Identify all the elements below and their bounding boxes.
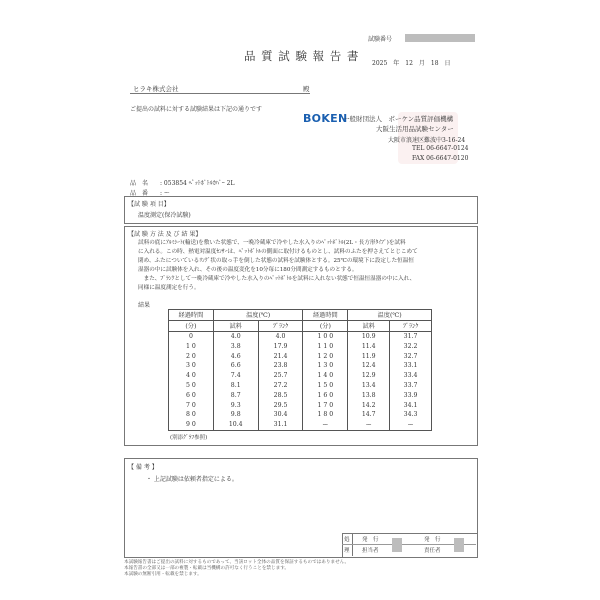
time-cell: 7 0 bbox=[169, 400, 214, 410]
table-row bbox=[169, 331, 432, 341]
time-cell: 8 0 bbox=[169, 410, 214, 420]
table-row bbox=[169, 351, 432, 361]
sample-cell: 8.1 bbox=[213, 381, 258, 391]
time-cell: 6 0 bbox=[169, 390, 214, 400]
product-label: 品 名 bbox=[130, 180, 149, 187]
responsible-label: 責任者 bbox=[424, 548, 441, 554]
results-heading: 結果 bbox=[138, 302, 151, 309]
time-cell: 1 4 0 bbox=[303, 371, 348, 381]
table-row bbox=[169, 371, 432, 381]
blank-cell: 30.4 bbox=[258, 410, 303, 420]
method-line: 同様に温度測定を行う。 bbox=[138, 285, 200, 291]
issuer-center: 大阪生活用品試験センター bbox=[376, 125, 454, 133]
footer-note: 本試験の無断引用・転載を禁じます。 bbox=[124, 572, 202, 577]
time-cell: 1 3 0 bbox=[303, 361, 348, 371]
test-item-value: 温度測定(保冷試験) bbox=[138, 212, 191, 219]
results-body bbox=[169, 331, 432, 430]
sample-cell: 10.9 bbox=[348, 331, 390, 341]
results-note: (別添ｸﾞﾗﾌ参照) bbox=[170, 435, 208, 441]
sample-cell: 13.4 bbox=[348, 381, 390, 391]
time-cell: ー bbox=[303, 420, 348, 430]
col-blank-header: ﾌﾞﾗﾝｸ bbox=[258, 320, 303, 331]
col-blank-header: ﾌﾞﾗﾝｸ bbox=[390, 320, 432, 331]
blank-cell: 34.1 bbox=[390, 400, 432, 410]
sample-cell: 7.4 bbox=[213, 371, 258, 381]
blank-cell: 17.9 bbox=[258, 341, 303, 351]
recipient-underline bbox=[130, 93, 310, 94]
col-min-header: (分) bbox=[303, 320, 348, 331]
sample-cell: 14.2 bbox=[348, 400, 390, 410]
table-row bbox=[169, 390, 432, 400]
sample-cell: 12.9 bbox=[348, 371, 390, 381]
col-sample-header: 試料 bbox=[348, 320, 390, 331]
sample-cell: 6.6 bbox=[213, 361, 258, 371]
blank-cell: 32.7 bbox=[390, 351, 432, 361]
blank-cell: ー bbox=[390, 420, 432, 430]
time-cell: 1 5 0 bbox=[303, 381, 348, 391]
product-number: : ー bbox=[160, 190, 170, 197]
report-date: 2025 年 12 月 18 日 bbox=[372, 60, 451, 67]
method-line: また、ﾌﾞﾗﾝｸとして一晩冷蔵庫で冷やした水入りのﾍﾟｯﾄﾎﾞﾄﾙを試料に入れない状態で恒温恒湿器の中に入れ、 bbox=[138, 276, 416, 282]
recipient-honorific: 殿 bbox=[303, 85, 310, 93]
responsible-stamp-redacted bbox=[454, 538, 464, 552]
blank-cell: 32.2 bbox=[390, 341, 432, 351]
sample-cell: ー bbox=[348, 420, 390, 430]
method-line: 閉め、ふたについているﾘﾝｸﾞ状の取っ手を倒した状態の試料を試験体とする。25℃の環境下に設定した恒温恒 bbox=[138, 258, 414, 264]
method-line: 試料の底にｱﾙﾐｼｰﾄ(輸送)を敷いた状態で、一晩冷蔵庫で冷やした水入りのﾍﾟｯﾄﾎﾞﾄﾙ(2L・長方形ﾀｲﾌﾟ)を試料 bbox=[138, 240, 406, 246]
staff-stamp-redacted bbox=[392, 538, 402, 552]
staff-label: 担当者 bbox=[362, 548, 379, 554]
test-number-label: 試験番号 bbox=[368, 36, 393, 43]
report-title: 品 質 試 験 報 告 書 bbox=[244, 49, 360, 63]
blank-cell: 23.8 bbox=[258, 361, 303, 371]
approval-proc-2: 理 bbox=[344, 548, 350, 554]
results-table bbox=[168, 309, 432, 431]
blank-cell: 33.9 bbox=[390, 390, 432, 400]
method-text bbox=[138, 239, 418, 293]
footer-note: 本報告書の全部又は一部の複製・転載は当機構の許可なく行うことを禁じます。 bbox=[124, 566, 290, 571]
footer-note: 本試験報告書はご提出の試料に対するものであって、当該ロット全体の品質を保証するものではありません。 bbox=[124, 560, 350, 565]
method-line: 湿器の中に試験体を入れ、その後の温度変化を10分毎に180分間測定するものとする。 bbox=[138, 267, 358, 273]
intro-text: ご提出の試料に対する試験結果は下記の通りです bbox=[130, 106, 263, 113]
blank-cell: 31.1 bbox=[258, 420, 303, 430]
issuer-fax: FAX 06-6647-0120 bbox=[412, 155, 469, 162]
issue-label-2: 発 行 bbox=[424, 537, 441, 543]
test-item-heading: 【試 験 項 目】 bbox=[128, 201, 170, 208]
issue-label-1: 発 行 bbox=[362, 537, 379, 543]
time-cell: 4 0 bbox=[169, 371, 214, 381]
blank-cell: 33.7 bbox=[390, 381, 432, 391]
sample-cell: 4.0 bbox=[213, 331, 258, 341]
remarks-item: ・ 上記試験は依頼者指定による。 bbox=[146, 476, 238, 483]
time-cell: 1 0 0 bbox=[303, 331, 348, 341]
method-heading: 【試 験 方 法 及 び 結 果】 bbox=[128, 231, 202, 238]
col-time-header: 経過時間 bbox=[169, 310, 214, 321]
table-row bbox=[169, 361, 432, 371]
sample-cell: 11.9 bbox=[348, 351, 390, 361]
issuer-org: 一般財団法人 ボーケン品質評価機構 bbox=[343, 115, 454, 123]
sample-cell: 13.8 bbox=[348, 390, 390, 400]
sample-cell: 4.6 bbox=[213, 351, 258, 361]
time-cell: 1 0 bbox=[169, 341, 214, 351]
remarks-heading: 【 備 考 】 bbox=[128, 464, 158, 471]
blank-cell: 29.5 bbox=[258, 400, 303, 410]
blank-cell: 33.4 bbox=[390, 371, 432, 381]
time-cell: 0 bbox=[169, 331, 214, 341]
footer-notes bbox=[124, 560, 349, 578]
col-min-header: (分) bbox=[169, 320, 214, 331]
blank-cell: 31.7 bbox=[390, 331, 432, 341]
blank-cell: 4.0 bbox=[258, 331, 303, 341]
col-temp-header: 温度(℃) bbox=[348, 310, 432, 321]
table-row bbox=[169, 400, 432, 410]
sample-cell: 8.7 bbox=[213, 390, 258, 400]
blank-cell: 33.1 bbox=[390, 361, 432, 371]
col-temp-header: 温度(℃) bbox=[213, 310, 303, 321]
product-number-label: 品 番 bbox=[130, 190, 149, 197]
issuer-address: 大阪市浪速区難波中3-16-24 bbox=[388, 137, 466, 144]
col-sample-header: 試料 bbox=[213, 320, 258, 331]
blank-cell: 34.3 bbox=[390, 410, 432, 420]
sample-cell: 14.7 bbox=[348, 410, 390, 420]
table-row bbox=[169, 420, 432, 430]
recipient-company: ヒラキ株式会社 bbox=[133, 85, 179, 93]
time-cell: 1 7 0 bbox=[303, 400, 348, 410]
time-cell: 1 6 0 bbox=[303, 390, 348, 400]
sample-cell: 10.4 bbox=[213, 420, 258, 430]
boken-logo: BOKEN bbox=[303, 112, 348, 125]
blank-cell: 21.4 bbox=[258, 351, 303, 361]
col-time-header: 経過時間 bbox=[303, 310, 348, 321]
test-number-redacted bbox=[405, 34, 475, 42]
time-cell: 2 0 bbox=[169, 351, 214, 361]
blank-cell: 27.2 bbox=[258, 381, 303, 391]
approval-proc-1: 処 bbox=[344, 537, 350, 543]
blank-cell: 28.5 bbox=[258, 390, 303, 400]
product-name: : 053854 ﾍﾟｯﾄﾎﾞﾄﾙｶﾊﾞｰ 2L bbox=[160, 180, 235, 187]
sample-cell: 11.4 bbox=[348, 341, 390, 351]
time-cell: 1 8 0 bbox=[303, 410, 348, 420]
table-row bbox=[169, 381, 432, 391]
blank-cell: 25.7 bbox=[258, 371, 303, 381]
method-line: に入れる。この時、熱電対温度ｾﾝｻｰは、ﾍﾟｯﾄﾎﾞﾄﾙの側面に取付けるものとし、試料のふたを押さえてとじこめて bbox=[138, 249, 418, 255]
issuer-tel: TEL 06-6647-0124 bbox=[412, 145, 469, 152]
time-cell: 1 1 0 bbox=[303, 341, 348, 351]
sample-cell: 12.4 bbox=[348, 361, 390, 371]
sample-cell: 3.8 bbox=[213, 341, 258, 351]
table-row bbox=[169, 410, 432, 420]
time-cell: 9 0 bbox=[169, 420, 214, 430]
time-cell: 5 0 bbox=[169, 381, 214, 391]
time-cell: 3 0 bbox=[169, 361, 214, 371]
table-row bbox=[169, 341, 432, 351]
time-cell: 1 2 0 bbox=[303, 351, 348, 361]
sample-cell: 9.3 bbox=[213, 400, 258, 410]
sample-cell: 9.8 bbox=[213, 410, 258, 420]
